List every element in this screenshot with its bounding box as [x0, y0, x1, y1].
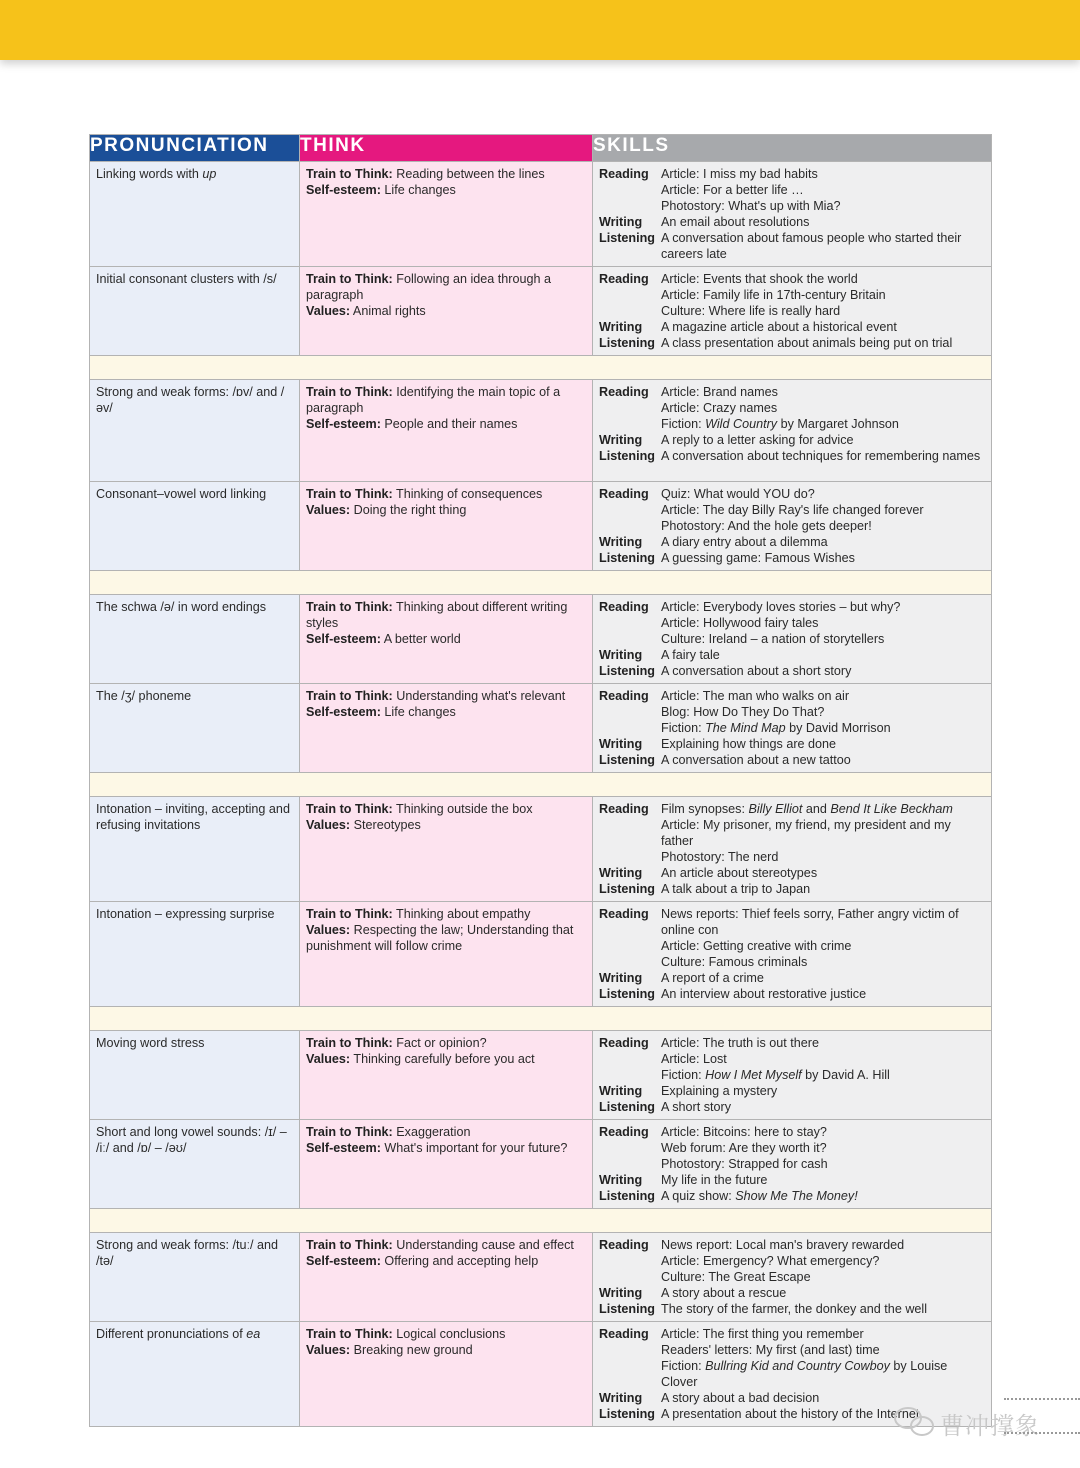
pronunciation-text: The schwa /ə/ in word endings: [96, 600, 267, 614]
think-cell: [300, 595, 593, 684]
watermark-divider-top: [1004, 1398, 1080, 1400]
unit-spacer: [90, 1007, 992, 1031]
skill-label: [599, 1358, 661, 1390]
reading-item: Photostory: Strapped for cash: [661, 1157, 828, 1171]
skills-cell: [593, 1120, 992, 1209]
skill-label: [599, 704, 661, 720]
skill-label: Reading: [599, 802, 649, 816]
think-cell: [300, 1031, 593, 1120]
writing-item: A fairy tale: [661, 648, 720, 662]
reading-item: Fiction: How I Met Myself by David A. Hill: [661, 1068, 890, 1082]
pronunciation-cell: [90, 482, 300, 571]
reading-item: News reports: Thief feels sorry, Father angry victim of online con: [661, 907, 959, 937]
top-banner: [0, 0, 1080, 60]
table-row: [90, 1322, 992, 1427]
skill-label: Listening: [599, 1189, 655, 1203]
skill-label: [599, 1253, 661, 1269]
reading-item: Article: Hollywood fairy tales: [661, 616, 819, 630]
listening-item: A conversation about famous people who started their careers late: [661, 231, 962, 261]
listening-item: The story of the farmer, the donkey and the well: [661, 1302, 928, 1316]
unit-spacer: [90, 356, 992, 380]
skill-label: Writing: [599, 433, 643, 447]
skill-label: [599, 938, 661, 954]
think-text: Train to Think: Logical conclusions Values: Breaking new ground: [306, 1327, 506, 1357]
skill-label: Reading: [599, 167, 649, 181]
header-think: THINK: [300, 135, 593, 162]
skill-label: Listening: [599, 551, 655, 565]
unit-spacer: [90, 571, 992, 595]
reading-item: Article: The first thing you remember: [661, 1327, 864, 1341]
think-text: Train to Think: Exaggeration Self-esteem: What's important for your future?: [306, 1125, 568, 1155]
skill-label: Listening: [599, 336, 655, 350]
reading-item: Article: Events that shook the world: [661, 272, 858, 286]
skill-label: Writing: [599, 737, 643, 751]
reading-item: Article: Lost: [661, 1052, 727, 1066]
skill-label: Listening: [599, 882, 655, 896]
unit-spacer-cell: [90, 571, 992, 595]
skill-label: [599, 1067, 661, 1083]
reading-item: Article: For a better life …: [661, 183, 804, 197]
reading-item: Fiction: Bullring Kid and Country Cowboy by Louise Clover: [661, 1359, 948, 1389]
skill-label: Writing: [599, 1173, 643, 1187]
skill-label: Listening: [599, 664, 655, 678]
table-row: [90, 162, 992, 267]
reading-item: Article: I miss my bad habits: [661, 167, 818, 181]
pronunciation-cell: [90, 1120, 300, 1209]
listening-item: A guessing game: Famous Wishes: [661, 551, 855, 565]
table-row: [90, 1031, 992, 1120]
writing-item: A reply to a letter asking for advice: [661, 433, 854, 447]
skill-label: Reading: [599, 907, 649, 921]
skill-label: Reading: [599, 1036, 649, 1050]
header-skills: SKILLS: [593, 135, 992, 162]
writing-item: An email about resolutions: [661, 215, 810, 229]
skill-label: Writing: [599, 1084, 643, 1098]
skill-label: Listening: [599, 753, 655, 767]
think-cell: [300, 162, 593, 267]
think-cell: [300, 380, 593, 482]
skill-label: [599, 416, 661, 432]
skill-label: [599, 198, 661, 214]
reading-item: Article: My prisoner, my friend, my president and my father: [661, 818, 951, 848]
skill-label: Writing: [599, 320, 643, 334]
skill-label: Reading: [599, 689, 649, 703]
listening-item: A talk about a trip to Japan: [661, 882, 811, 896]
skill-label: Reading: [599, 1125, 649, 1139]
think-cell: [300, 902, 593, 1007]
pronunciation-cell: [90, 380, 300, 482]
think-text: Train to Think: Understanding what's relevant Self-esteem: Life changes: [306, 689, 566, 719]
skill-label: Reading: [599, 1327, 649, 1341]
reading-item: Culture: Where life is really hard: [661, 304, 841, 318]
reading-item: News report: Local man's bravery rewarded: [661, 1238, 905, 1252]
skills-cell: [593, 797, 992, 902]
writing-item: A diary entry about a dilemma: [661, 535, 828, 549]
watermark-divider-bottom: [1004, 1432, 1080, 1434]
pronunciation-cell: [90, 595, 300, 684]
reading-item: Article: Brand names: [661, 385, 778, 399]
skills-cell: [593, 902, 992, 1007]
table-row: [90, 902, 992, 1007]
think-text: Train to Think: Thinking outside the box Values: Stereotypes: [306, 802, 533, 832]
pronunciation-cell: [90, 902, 300, 1007]
pronunciation-text: Linking words with up: [96, 167, 217, 181]
table-row: [90, 380, 992, 482]
table-row: [90, 595, 992, 684]
reading-item: Fiction: Wild Country by Margaret Johnson: [661, 417, 899, 431]
reading-item: Article: The man who walks on air: [661, 689, 850, 703]
skill-label: [599, 1342, 661, 1358]
unit-spacer: [90, 773, 992, 797]
skill-label: [599, 303, 661, 319]
listening-item: A conversation about a short story: [661, 664, 852, 678]
listening-item: A class presentation about animals being put on trial: [661, 336, 953, 350]
pronunciation-text: Initial consonant clusters with /s/: [96, 272, 277, 286]
reading-item: Article: Crazy names: [661, 401, 778, 415]
skill-label: [599, 954, 661, 970]
skill-label: Reading: [599, 600, 649, 614]
think-text: Train to Think: Fact or opinion? Values: Thinking carefully before you act: [306, 1036, 535, 1066]
skill-label: Listening: [599, 1100, 655, 1114]
skill-label: [599, 631, 661, 647]
pronunciation-cell: [90, 684, 300, 773]
table-row: [90, 684, 992, 773]
think-text: Train to Think: Understanding cause and effect Self-esteem: Offering and accepting help: [306, 1238, 574, 1268]
writing-item: Explaining how things are done: [661, 737, 837, 751]
pronunciation-text: Moving word stress: [96, 1036, 205, 1050]
table-row: [90, 482, 992, 571]
skill-label: Reading: [599, 272, 649, 286]
writing-item: A report of a crime: [661, 971, 764, 985]
think-text: Train to Think: Thinking of consequences Values: Doing the right thing: [306, 487, 543, 517]
skills-cell: [593, 482, 992, 571]
skill-label: Reading: [599, 385, 649, 399]
reading-item: Article: Bitcoins: here to stay?: [661, 1125, 827, 1139]
reading-item: Article: The truth is out there: [661, 1036, 819, 1050]
skill-label: Listening: [599, 1407, 655, 1421]
skills-cell: [593, 1233, 992, 1322]
pronunciation-cell: [90, 797, 300, 902]
skills-cell: [593, 162, 992, 267]
think-cell: [300, 267, 593, 356]
reading-item: Article: Getting creative with crime: [661, 939, 852, 953]
writing-item: Explaining a mystery: [661, 1084, 778, 1098]
think-cell: [300, 1233, 593, 1322]
think-text: Train to Think: Following an idea through a paragraph Values: Animal rights: [306, 272, 551, 318]
skill-label: [599, 1156, 661, 1172]
skill-label: Listening: [599, 449, 655, 463]
writing-item: An article about stereotypes: [661, 866, 818, 880]
pronunciation-cell: [90, 1322, 300, 1427]
think-cell: [300, 684, 593, 773]
skill-label: Listening: [599, 1302, 655, 1316]
listening-item: A quiz show: Show Me The Money!: [661, 1189, 858, 1203]
reading-item: Article: Emergency? What emergency?: [661, 1254, 880, 1268]
table-row: [90, 1233, 992, 1322]
skill-label: Writing: [599, 1286, 643, 1300]
pronunciation-text: Intonation – expressing surprise: [96, 907, 275, 921]
syllabus-table: [89, 134, 992, 1427]
skill-label: Listening: [599, 231, 655, 245]
unit-spacer: [90, 1209, 992, 1233]
unit-spacer-cell: [90, 773, 992, 797]
skill-label: [599, 1051, 661, 1067]
pronunciation-text: Intonation – inviting, accepting and refusing invitations: [96, 802, 290, 832]
table-row: [90, 267, 992, 356]
listening-item: A conversation about a new tattoo: [661, 753, 851, 767]
listening-item: A presentation about the history of the Internet: [661, 1407, 920, 1421]
pronunciation-cell: [90, 162, 300, 267]
skill-label: [599, 518, 661, 534]
think-text: Train to Think: Thinking about different writing styles Self-esteem: A better world: [306, 600, 568, 646]
reading-item: Culture: Famous criminals: [661, 955, 808, 969]
writing-item: A magazine article about a historical event: [661, 320, 897, 334]
skill-label: [599, 287, 661, 303]
skills-cell: [593, 1031, 992, 1120]
skill-label: [599, 720, 661, 736]
reading-item: Culture: Ireland – a nation of storytellers: [661, 632, 885, 646]
pronunciation-cell: [90, 1233, 300, 1322]
pronunciation-cell: [90, 1031, 300, 1120]
unit-spacer-cell: [90, 356, 992, 380]
skill-label: [599, 502, 661, 518]
pronunciation-text: Strong and weak forms: /ɒv/ and /əv/: [96, 385, 285, 415]
table-row: [90, 1120, 992, 1209]
skill-label: [599, 1269, 661, 1285]
skill-label: Writing: [599, 535, 643, 549]
reading-item: Blog: How Do They Do That?: [661, 705, 825, 719]
reading-item: Culture: The Great Escape: [661, 1270, 811, 1284]
skills-cell: [593, 595, 992, 684]
reading-item: Fiction: The Mind Map by David Morrison: [661, 721, 891, 735]
writing-item: My life in the future: [661, 1173, 768, 1187]
skill-label: Writing: [599, 215, 643, 229]
pronunciation-cell: [90, 267, 300, 356]
skills-cell: [593, 380, 992, 482]
reading-item: Photostory: What's up with Mia?: [661, 199, 841, 213]
header-pronunciation: PRONUNCIATION: [90, 135, 300, 162]
skill-label: [599, 400, 661, 416]
skill-label: Writing: [599, 1391, 643, 1405]
skill-label: [599, 849, 661, 865]
writing-item: A story about a rescue: [661, 1286, 787, 1300]
reading-item: Readers' letters: My first (and last) time: [661, 1343, 880, 1357]
pronunciation-text: The /ʒ/ phoneme: [96, 689, 192, 703]
pronunciation-text: Different pronunciations of ea: [96, 1327, 261, 1341]
skill-label: Writing: [599, 648, 643, 662]
think-cell: [300, 1322, 593, 1427]
reading-item: Web forum: Are they worth it?: [661, 1141, 827, 1155]
header-row: [90, 135, 992, 162]
pronunciation-text: Strong and weak forms: /tuː/ and /tə/: [96, 1238, 279, 1268]
unit-spacer-cell: [90, 1209, 992, 1233]
reading-item: Article: The day Billy Ray's life changed forever: [661, 503, 924, 517]
pronunciation-text: Consonant–vowel word linking: [96, 487, 267, 501]
think-text: Train to Think: Identifying the main topic of a paragraph Self-esteem: People and their names: [306, 385, 561, 431]
reading-item: Film synopses: Billy Elliot and Bend It Like Beckham: [661, 802, 953, 816]
think-cell: [300, 1120, 593, 1209]
skill-label: Reading: [599, 487, 649, 501]
skill-label: [599, 182, 661, 198]
listening-item: An interview about restorative justice: [661, 987, 867, 1001]
think-text: Train to Think: Reading between the lines Self-esteem: Life changes: [306, 167, 545, 197]
skill-label: Writing: [599, 866, 643, 880]
skill-label: Listening: [599, 987, 655, 1001]
reading-item: Photostory: And the hole gets deeper!: [661, 519, 872, 533]
skills-cell: [593, 684, 992, 773]
table-row: [90, 797, 992, 902]
unit-spacer-cell: [90, 1007, 992, 1031]
skill-label: [599, 615, 661, 631]
watermark-text: 曹冲撑象: [940, 1412, 1040, 1440]
reading-item: Quiz: What would YOU do?: [661, 487, 815, 501]
think-text: Train to Think: Thinking about empathy Values: Respecting the law; Understanding that punishment will follow crime: [306, 907, 574, 953]
listening-item: A conversation about techniques for remembering names: [661, 449, 981, 463]
listening-item: A short story: [661, 1100, 731, 1114]
writing-item: A story about a bad decision: [661, 1391, 820, 1405]
reading-item: Photostory: The nerd: [661, 850, 779, 864]
pronunciation-text: Short and long vowel sounds: /ɪ/ – /iː/ and /ɒ/ – /əʊ/: [96, 1125, 287, 1155]
skills-cell: [593, 267, 992, 356]
think-cell: [300, 797, 593, 902]
skill-label: Reading: [599, 1238, 649, 1252]
reading-item: Article: Family life in 17th-century Britain: [661, 288, 886, 302]
think-cell: [300, 482, 593, 571]
skill-label: Writing: [599, 971, 643, 985]
skill-label: [599, 1140, 661, 1156]
reading-item: Article: Everybody loves stories – but why?: [661, 600, 901, 614]
skill-label: [599, 817, 661, 849]
